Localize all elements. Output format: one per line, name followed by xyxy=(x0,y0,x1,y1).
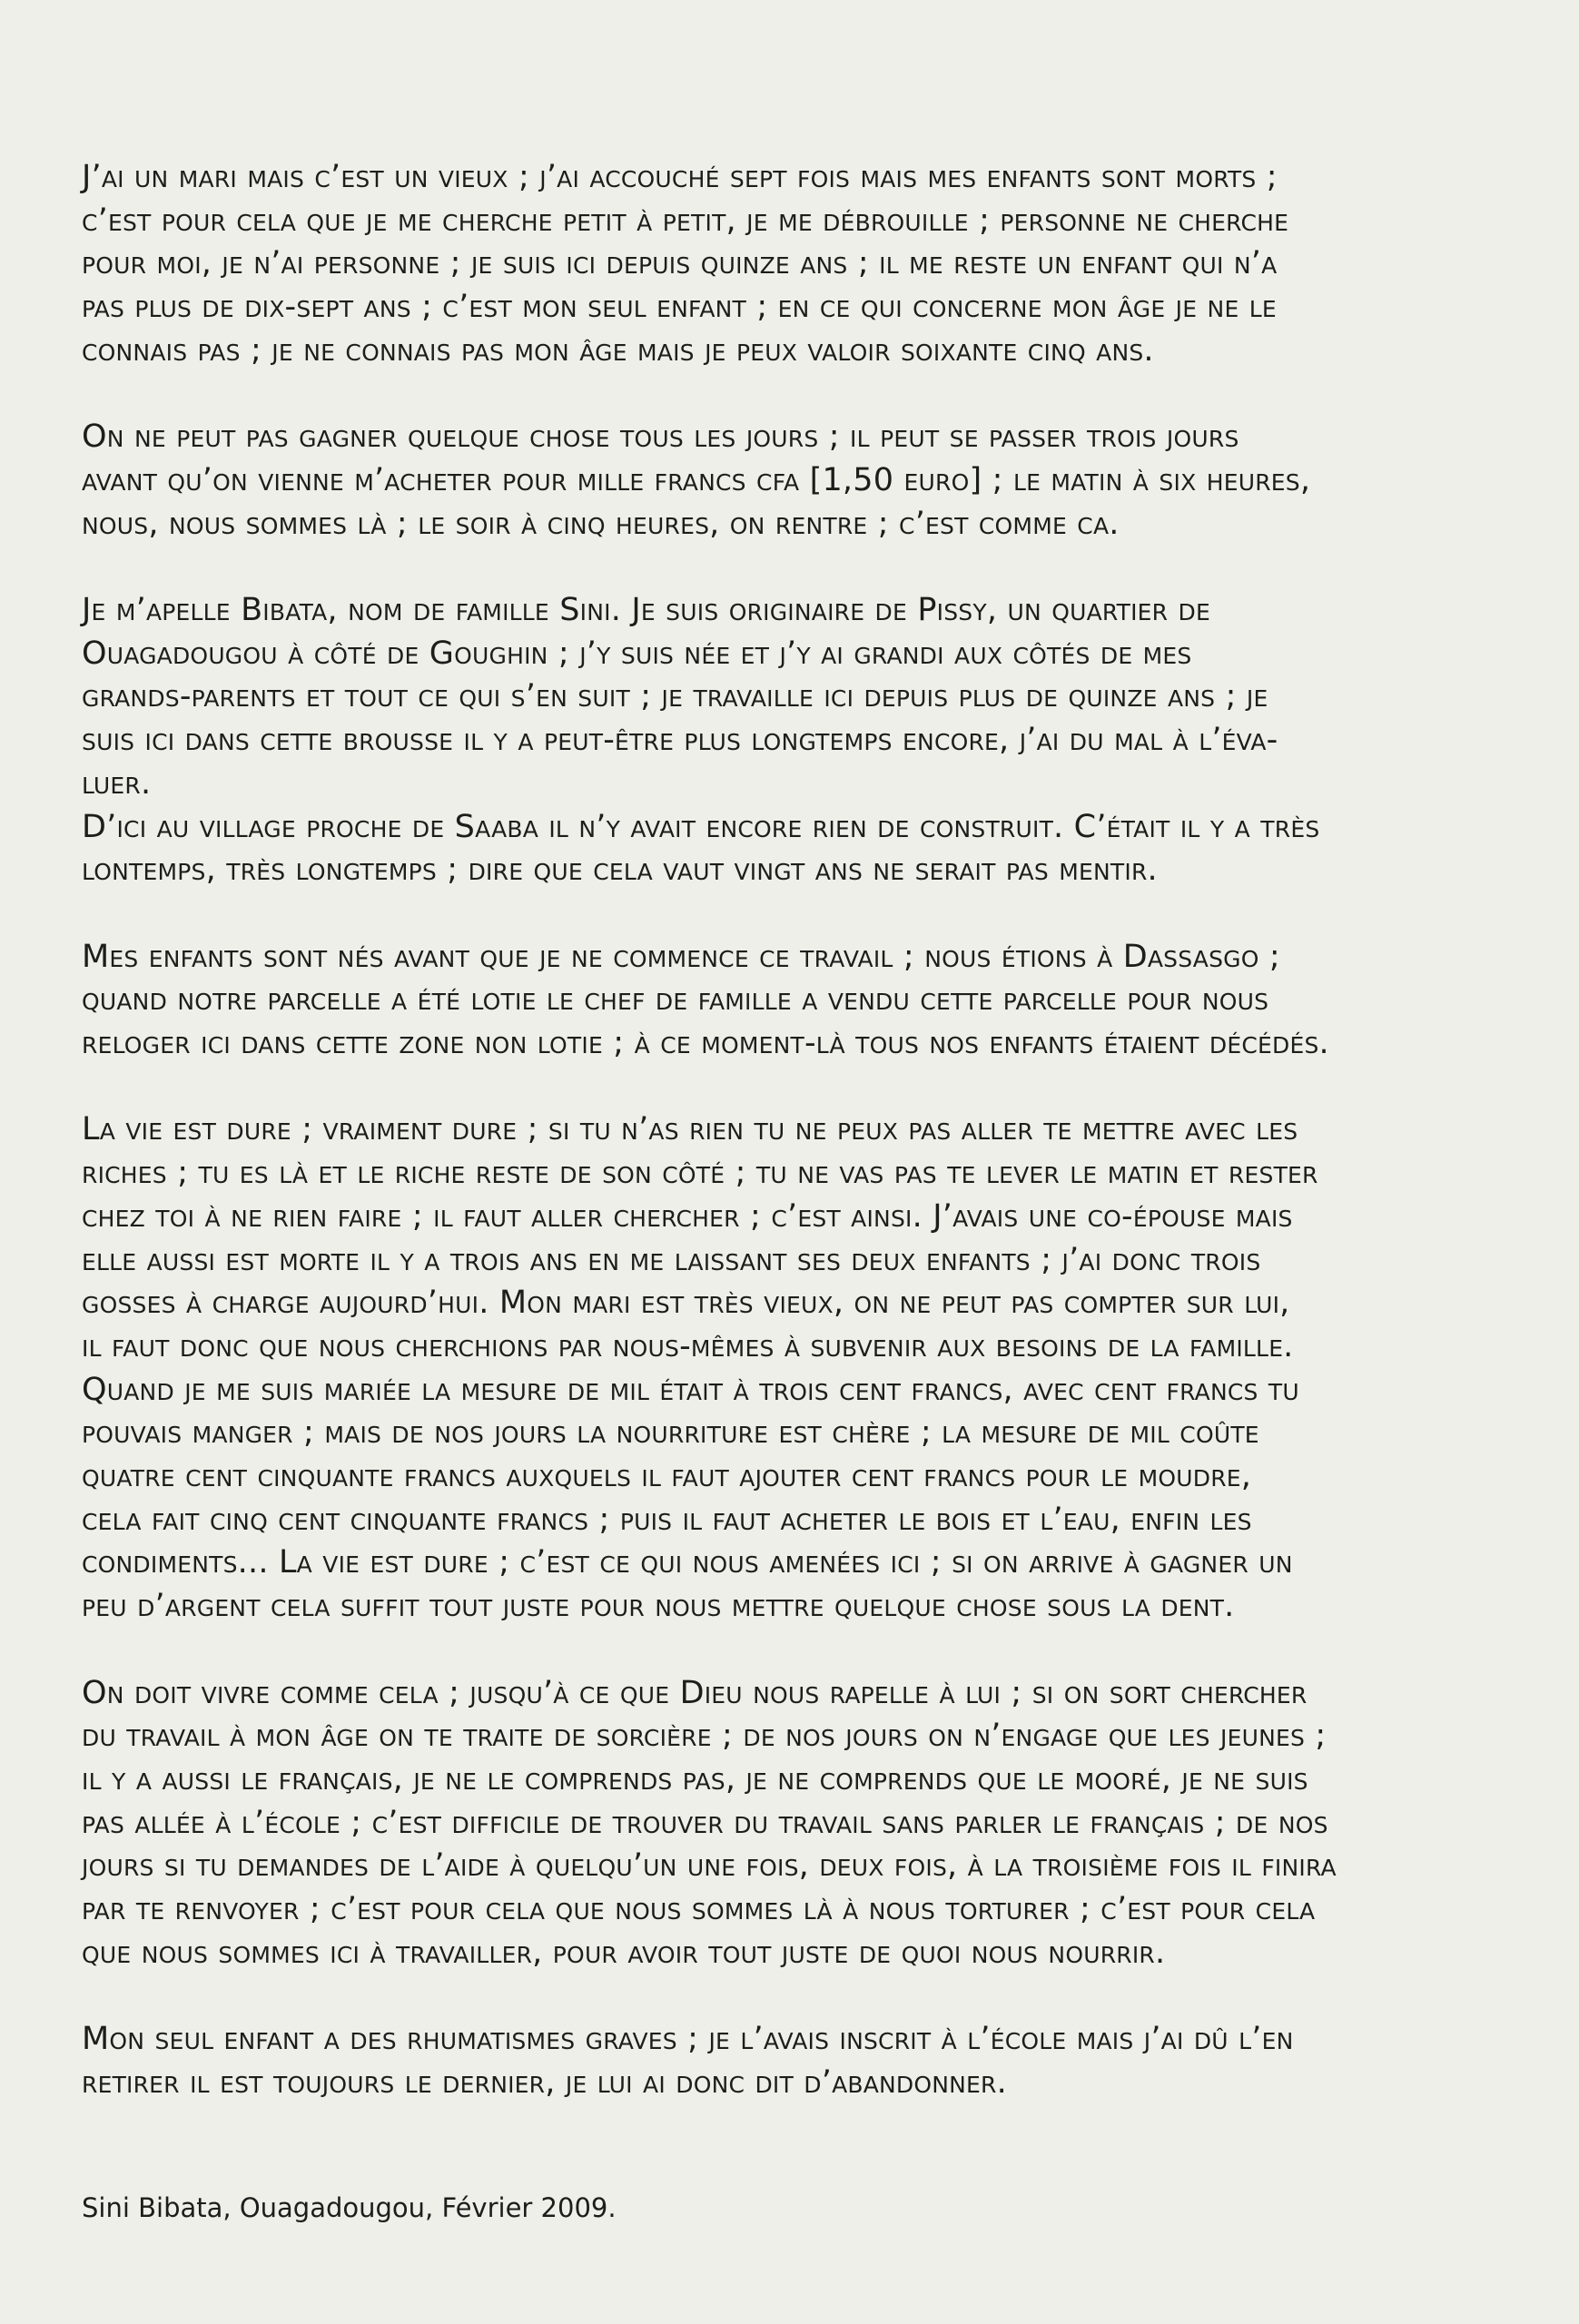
paragraph: Je m’apelle Bibata, nom de famille Sini. Je suis originaire de Pissy, un quartier de Ouagadougou à côté de Goughin ; j’y suis née et j’y ai grandi aux côtés de mes grands-parents et tout ce qui s’en suit ; je travaille ici depuis plus de quinze ans ; je suis ici dans cette brousse il y a peut-être plus longtemps encore, j’ai du mal à l’éva- luer. D’ici au village proche de Saaba il n’y avait encore rien de construit. C’était il y a très lontemps, très longtemps ; dire que cela vaut vingt ans ne serait pas mentir. xyxy=(82,592,1320,889)
paragraph: Mes enfants sont nés avant que je ne commence ce travail ; nous étions à Dassasgo ; quand notre parcelle a été lotie le chef de famille a vendu cette parcelle pour nous reloger ici dans cette zone non lotie ; à ce moment-là tous nos enfants étaient décédés. xyxy=(82,938,1329,1062)
signature-line: Sini Bibata, Ouagadougou, Février 2009. xyxy=(82,2192,617,2223)
paragraph: On ne peut pas gagner quelque chose tous les jours ; il peut se passer trois jours avant qu’on vienne m’acheter pour mille francs cfa [1,50 euro] ; le matin à six heures, nous, nous sommes là ; le soir à cinq heures, on rentre ; c’est comme ca. xyxy=(82,419,1311,542)
paragraph: Mon seul enfant a des rhumatismes graves ; je l’avais inscrit à l’école mais j’ai dû l’en retirer il est toujours le dernier, je lui ai donc dit d’abandonner. xyxy=(82,2021,1294,2101)
paragraph: On doit vivre comme cela ; jusqu’à ce que Dieu nous rapelle à lui ; si on sort chercher du travail à mon âge on te traite de sorcière ; de nos jours on n’engage que les jeunes ; il y a aussi le français, je ne le comprends pas, je ne comprends que le mooré, je ne suis pas allée à l’école ; c’est difficile de trouver du travail sans parler le français ; de nos jours si tu demandes de l’aide à quelqu’un une fois, deux fois, à la troisième fois il finira par te renvoyer ; c’est pour cela que nous sommes là à nous torturer ; c’est pour cela que nous sommes ici à travailler, pour avoir tout juste de quoi nous nourrir. xyxy=(82,1674,1337,1971)
testimony-text xyxy=(82,156,1498,2148)
paragraph: J’ai un mari mais c’est un vieux ; j’ai accouché sept fois mais mes enfants sont morts ; c’est pour cela que je me cherche petit à petit, je me débrouille ; personne ne cherche pour moi, je n’ai personne ; je suis ici depuis quinze ans ; il me reste un enfant qui n’a pas plus de dix-sept ans ; c’est mon seul enfant ; en ce qui concerne mon âge je ne le connais pas ; je ne connais pas mon âge mais je peux valoir soixante cinq ans. xyxy=(82,159,1289,369)
paragraph: La vie est dure ; vraiment dure ; si tu n’as rien tu ne peux pas aller te mettre avec les riches ; tu es là et le riche reste de son côté ; tu ne vas pas te lever le matin et rester chez toi à ne rien faire ; il faut aller chercher ; c’est ainsi. J’avais une co-épouse mais elle aussi est morte il y a trois ans en me laissant ses deux enfants ; j’ai donc trois gosses à charge aujourd’hui. Mon mari est très vieux, on ne peut pas compter sur lui, il faut donc que nous cherchions par nous-mêmes à subvenir aux besoins de la famille. Quand je me suis mariée la mesure de mil était à trois cent francs, avec cent francs tu pouvais manger ; mais de nos jours la nourriture est chère ; la mesure de mil coûte quatre cent cinquante francs auxquels il faut ajouter cent francs pour le moudre, cela fait cinq cent cinquante francs ; puis il faut acheter le bois et l’eau, enfin les condiments... La vie est dure ; c’est ce qui nous amenées ici ; si on arrive à gagner un peu d’argent cela suffit tout juste pour nous mettre quelque chose sous la dent. xyxy=(82,1111,1318,1625)
